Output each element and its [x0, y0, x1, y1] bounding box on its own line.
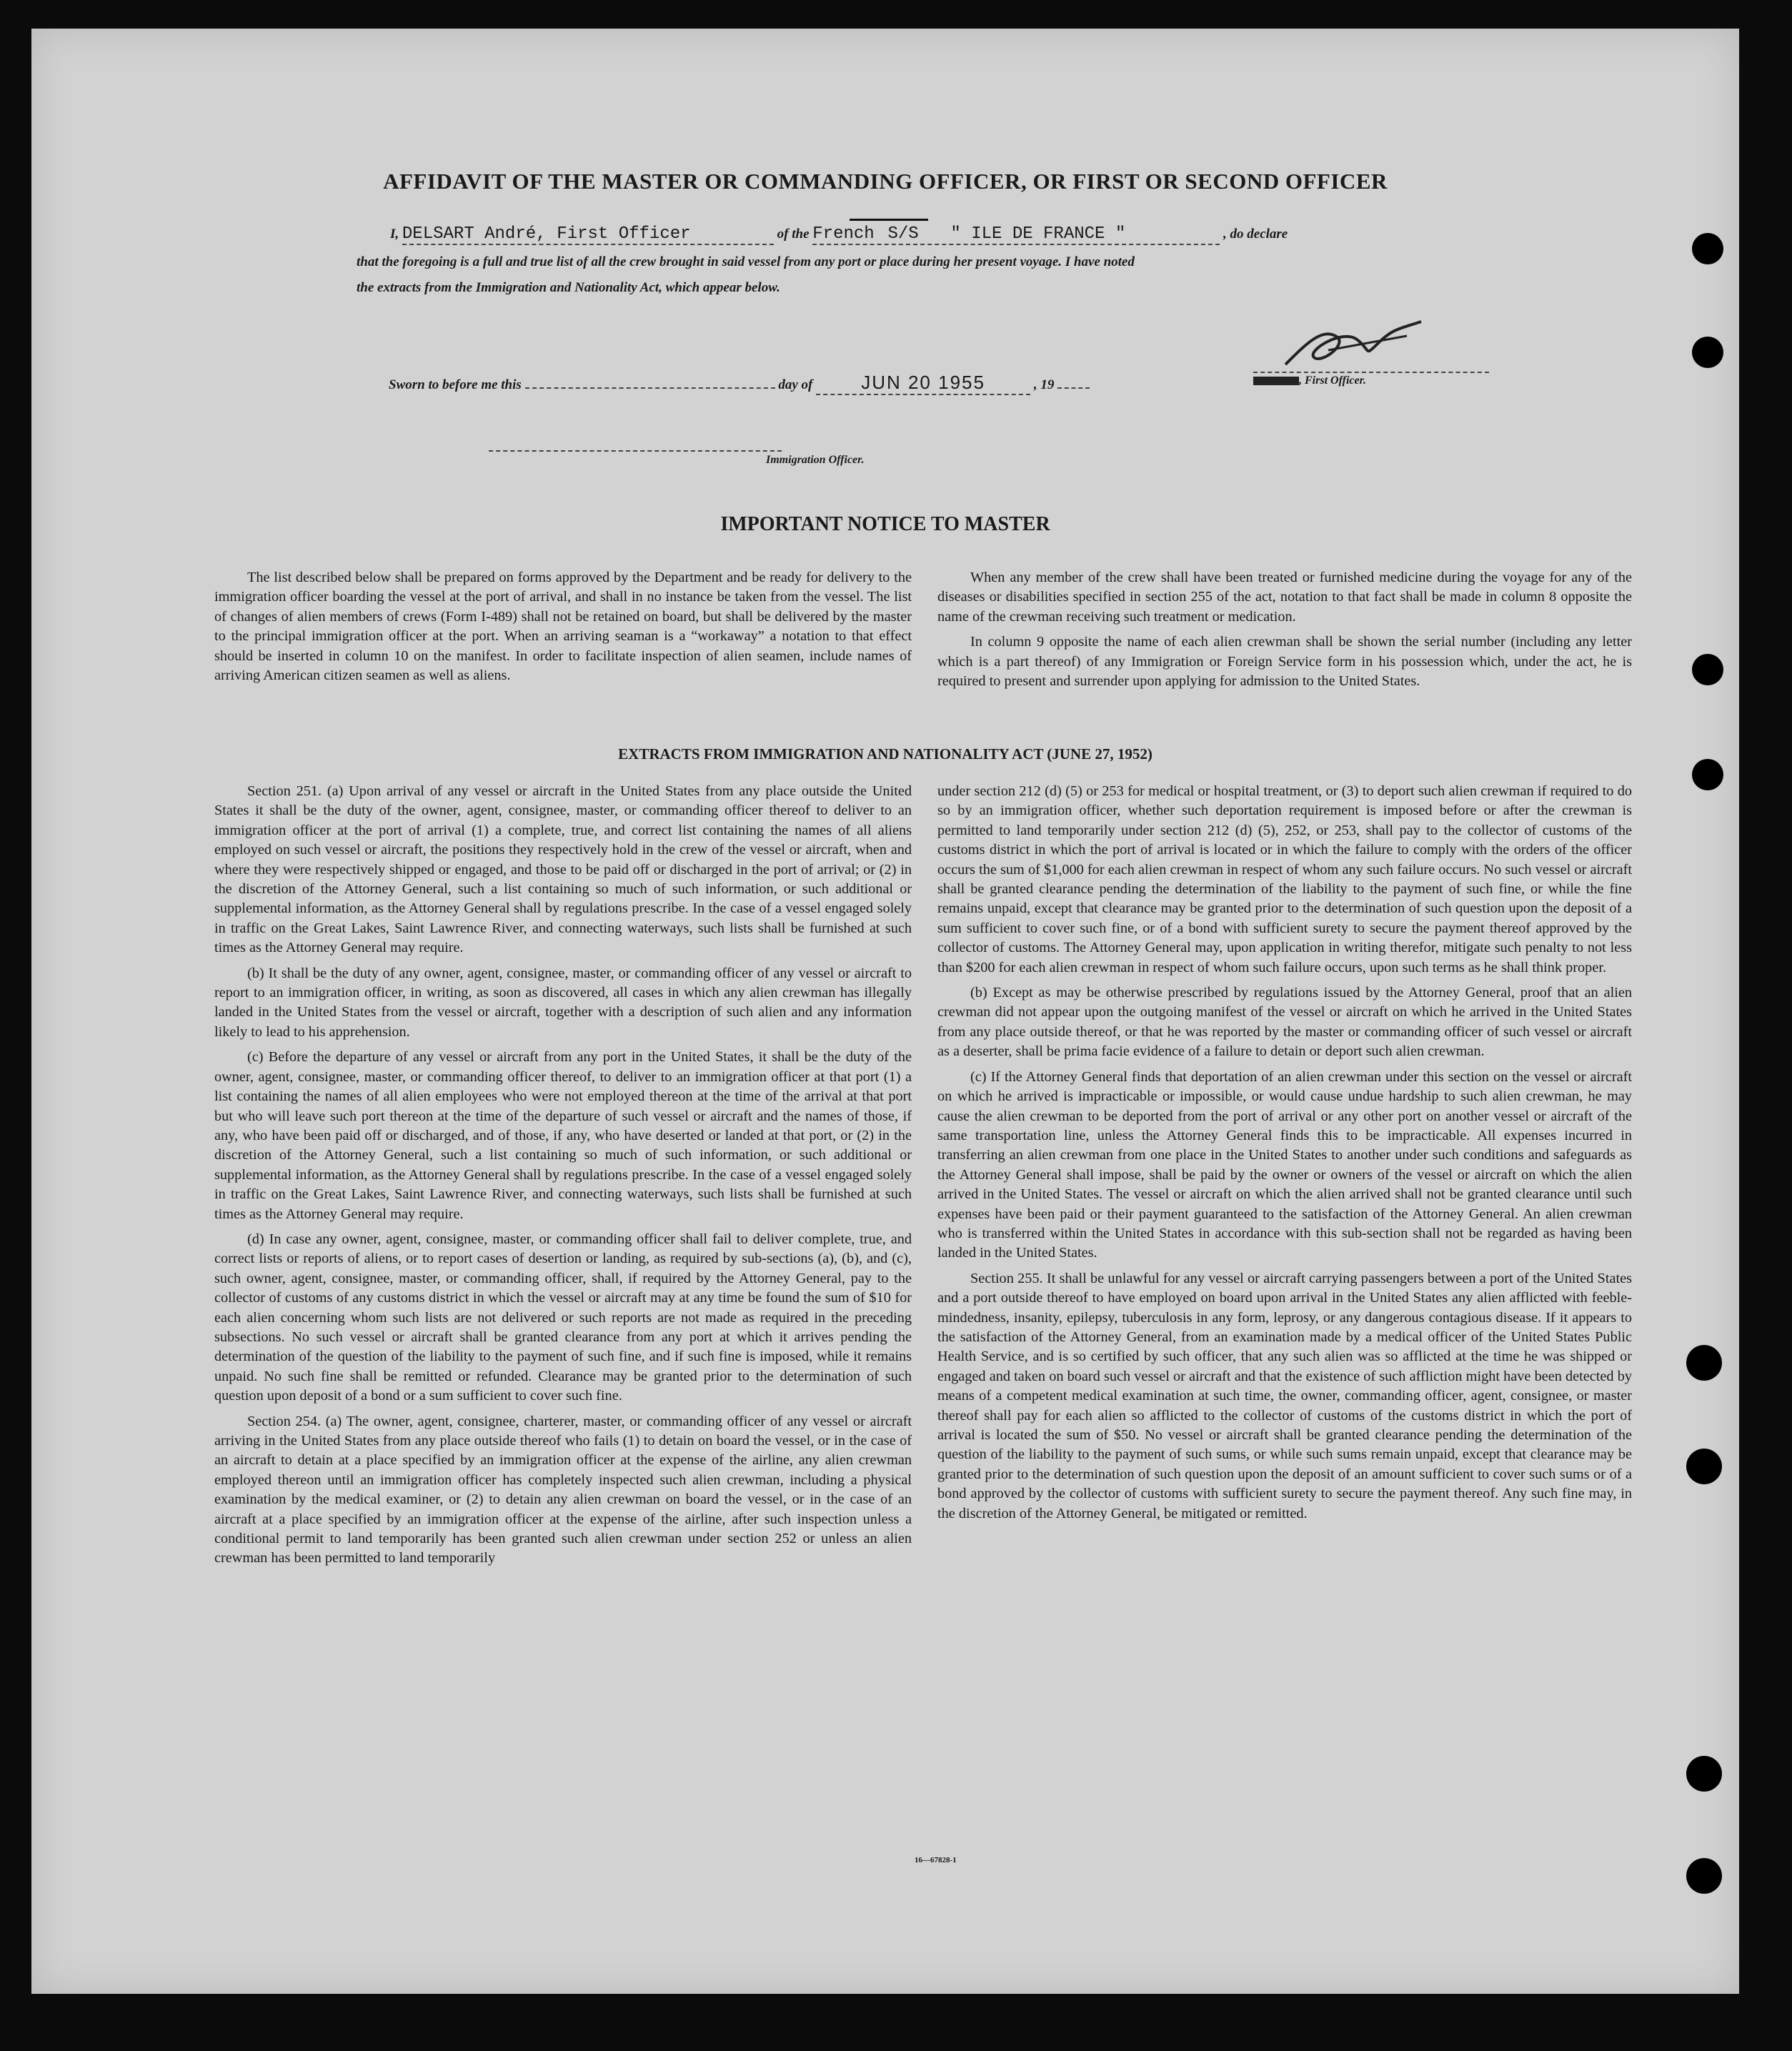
page-title: AFFIDAVIT OF THE MASTER OR COMMANDING OFFICER, OR FIRST OR SECOND OFFICER	[383, 169, 1388, 194]
extracts-right-column	[937, 782, 1632, 1529]
section-255: Section 255. It shall be unlawful for any vessel or aircraft carrying passengers between a port of the United States and a port outside thereof to have employed on board upon arrival in the United States any alien afflicted with feeble-mindedness, insanity, epilepsy, tuberculosis in any form, leprosy, or any dangerous contagious disease. If it appears to the satisfaction of the Attorney General, from an examination made by a medical officer of the United States Public Health Service, and is so certified by such officer, that any such alien was so afflicted at the time he was shipped or engaged and taken on board such vessel or aircraft and that the existence of such affliction might have been detected by means of a competent medical examination at such time, the owner, commanding officer, agent, consignee, or master thereof shall pay for each alien so afflicted to the collector of customs of the customs district in which the port of arrival is located the sum of $50. No vessel or aircraft shall be granted clearance pending the determination of the question of the liability to the payment of such sums, or while such sums remain unpaid, except that clearance may be granted prior to the determination of such question upon the deposit of an amount sufficient to cover such sums or of a bond approved by the collector of customs with sufficient surety to secure the payment thereof. Any such fine may, in the discretion of the Attorney General, be mitigated or remitted.	[937, 1270, 1632, 1521]
notice-left-column	[214, 568, 912, 691]
immigration-officer-line	[489, 450, 782, 452]
declaration-line-3: the extracts from the Immigration and Nationality Act, which appear below.	[357, 280, 780, 295]
binder-hole	[1692, 233, 1723, 264]
binder-hole	[1686, 1449, 1722, 1484]
section-251-c: (c) Before the departure of any vessel or aircraft from any port in the United States, it shall be the duty of the owner, agent, consignee, master, or commanding officer thereof, to deliver to an immigration officer at that port (1) a list containing the names of all alien employees who were not employed thereon at the time of the arrival at that port but who will leave such port thereon at the time of the departure of such vessel or aircraft and the names of those, if any, who have been paid off or discharged, and of those, if any, who have deserted or landed at that port, or (2) in the discretion of the Attorney General, such a list containing so much of such information, or such additional or supplemental information, as the Attorney General shall by regulations prescribe. In the case of a vessel engaged solely in traffic on the Great Lakes, Saint Lawrence River, and connecting waterways, such lists shall be furnished at such times as the Attorney General may require.	[214, 1049, 912, 1222]
notice-left-paragraph: The list described below shall be prepared on forms approved by the Department and be ready for delivery to the immigration officer boarding the vessel at the port of arrival, and shall in no instance be taken from the vessel. The list of changes of alien members of crews (Form I-489) shall not be retained on board, but shall be delivered by the master to the principal immigration officer at the port. When an arriving seaman is a “workaway” a notation to that effect should be inserted in column 10 on the manifest. In order to facilitate inspection of alien seamen, include names of arriving American citizen seamen as well as aliens.	[214, 570, 912, 684]
vessel-type: S/S	[887, 224, 919, 244]
signature-caption: , First Officer.	[1253, 374, 1366, 387]
officer-name: DELSART André,	[402, 224, 547, 244]
section-254-a-continued: under section 212 (d) (5) or 253 for medical or hospital treatment, or (3) to deport such alien crewman if required to do so by an immigration officer, whether such deportation requirement is imposed before or after the crewman is permitted to land temporarily under section 212 (d) (5), 252, or 253, shall pay to the collector of customs of the customs district in which the port of arrival is located or in which the failure to comply with the orders of the officer occurs the sum of $1,000 for each alien crewman in respect of whom any such failure occurs. No such vessel or aircraft shall be granted clearance pending the determination of the liability to the payment of such fine, or while the fine remains unpaid, except that clearance may be granted prior to the determination of such question upon the deposit of a sum sufficient to cover such fine, or of a bond with sufficient surety to secure the payment thereof approved by the collector of customs. The Attorney General may, upon application in writing therefor, mitigate such penalty to not less than $200 for each alien crewman in respect of whom such failure occurs, upon such terms as he shall think proper.	[937, 783, 1632, 975]
binder-hole	[1692, 337, 1723, 368]
section-254-b: (b) Except as may be otherwise prescribed by regulations issued by the Attorney General, proof that an alien crewman did not appear upon the outgoing manifest of the vessel or aircraft on which he arrived in the United States from any place outside thereof, or that he was reported by the master or commanding officer of such vessel or aircraft as a deserter, shall be prima facie evidence of a failure to detain or deport such alien crewman.	[937, 985, 1632, 1060]
do-declare-label: , do declare	[1223, 227, 1288, 242]
officer-rank: First Officer	[557, 224, 691, 244]
binder-hole	[1692, 759, 1723, 790]
date-stamp: JUN 20 1955	[861, 372, 985, 393]
title-underline	[850, 219, 928, 221]
day-of-label: day of	[778, 377, 813, 392]
officer-signature	[1278, 314, 1428, 372]
notice-heading: IMPORTANT NOTICE TO MASTER	[720, 513, 1050, 535]
vessel-name: " ILE DE FRANCE "	[950, 224, 1126, 244]
immigration-officer-caption: Immigration Officer.	[766, 454, 865, 466]
extracts-left-column	[214, 782, 912, 1574]
extracts-heading: EXTRACTS FROM IMMIGRATION AND NATIONALITY ACT (JUNE 27, 1952)	[618, 745, 1153, 763]
section-251-b: (b) It shall be the duty of any owner, agent, consignee, master, or commanding officer of any vessel or aircraft to report to an immigration officer, in writing, as soon as discovered, all cases in which any alien crewman has illegally landed in the United States from the vessel or aircraft, together with a description of such alien and any information likely to lead to his apprehension.	[214, 965, 912, 1040]
section-251-d: (d) In case any owner, agent, consignee, master, or commanding officer shall fail to deliver complete, true, and correct lists or reports of aliens, or to report cases of desertion or landing, as required by sub-sections (a), (b), and (c), such owner, agent, consignee, master, or commanding officer, shall, if required by the Attorney General, pay to the collector of customs of any customs district in which the vessel or aircraft may at any time be found the sum of $10 for each alien concerning whom such lists are not delivered or such reports are not made as required in the preceding subsections. No such vessel or aircraft shall be granted clearance from any port at which it arrives pending the determination of the question of the liability to the payment of such fine, and if such fine is imposed, while it remains unpaid. No such fine shall be remitted or refunded. Clearance may be granted prior to the determination of such question upon deposit of a bond or a sum sufficient to cover such fine.	[214, 1231, 912, 1404]
declaration-line-1	[390, 224, 1288, 245]
affidavit-page	[31, 29, 1739, 1994]
i-label: I,	[390, 227, 399, 242]
of-the-label: of the	[777, 227, 810, 242]
year-prefix: , 19	[1033, 377, 1055, 392]
binder-hole	[1686, 1756, 1722, 1792]
notice-right-column	[937, 568, 1632, 697]
binder-hole	[1686, 1858, 1722, 1894]
vessel-nationality: French	[812, 224, 875, 244]
sworn-line	[389, 372, 1090, 395]
notice-right-paragraph-2: In column 9 opposite the name of each alien crewman shall be shown the serial number (including any letter which is a part thereof) of any Immigration or Foreign Service form in his possession which, under the act, he is required to present and surrender upon applying for admission to the United States.	[937, 634, 1632, 690]
binder-hole	[1686, 1345, 1722, 1381]
binder-hole	[1692, 654, 1723, 685]
section-254-a: Section 254. (a) The owner, agent, consignee, charterer, master, or commanding officer of any vessel or aircraft arriving in the United States from any place outside thereof who fails (1) to detain on board the vessel, or in the case of an aircraft to detain at a place specified by an immigration officer at the expense of the airline, any alien crewman employed thereon until an immigration officer has completely inspected such alien crewman, including a physical examination by the medical examiner, or (2) to detain any alien crewman on board the vessel, or in the case of an aircraft at a place specified by an immigration officer at the expense of the airline, after such inspection unless a conditional permit to land temporarily has been granted such alien crewman under section 252 or unless an alien crewman has been permitted to land temporarily	[214, 1413, 912, 1566]
signature-line	[1253, 372, 1489, 373]
sworn-prefix: Sworn to before me this	[389, 377, 522, 392]
section-251-a: Section 251. (a) Upon arrival of any vessel or aircraft in the United States from any place outside the United States it shall be the duty of the owner, agent, consignee, master, or commanding officer thereof to deliver to an immigration officer at the port of arrival (1) a complete, true, and correct list containing the names of all aliens employed on such vessel or aircraft, the positions they respectively hold in the crew of the vessel or aircraft, when and where they were respectively shipped or engaged, and those to be paid off or discharged in the port of arrival; or (2) in the discretion of the Attorney General, such a list containing so much of such information, or such additional or supplemental information, as the Attorney General shall by regulations prescribe. In the case of a vessel engaged solely in traffic on the Great Lakes, Saint Lawrence River, and connecting waterways, such lists shall be furnished at such times as the Attorney General may require.	[214, 783, 912, 956]
section-254-c: (c) If the Attorney General finds that deportation of an alien crewman under this section on the vessel or aircraft on which he arrived is impracticable or impossible, or would cause undue hardship to such alien crewman, he may cause the alien crewman to be deported from the port of arrival or any other port on another vessel or aircraft of the same transportation line, unless the Attorney General finds this to be impracticable. All expenses incurred in transferring an alien crewman from one place in the United States to another under such conditions and safeguards as the Attorney General shall impose, shall be paid by the owner or owners of the vessel or aircraft on which the alien arrived in the United States. The vessel or aircraft on which the alien arrived shall not be granted clearance until such expenses have been paid or their payment guaranteed to the satisfaction of the Attorney General. An alien crewman who is transferred within the United States in accordance with this sub-section shall not be regarded as having been landed in the United States.	[937, 1068, 1632, 1261]
notice-right-paragraph-1: When any member of the crew shall have been treated or furnished medicine during the voyage for any of the diseases or disabilities specified in section 255 of the act, notation to that fact shall be made in column 8 opposite the name of the crewman receiving such treatment or medication.	[937, 570, 1632, 625]
form-code: 16—67828-1	[915, 1856, 957, 1864]
declaration-line-2: that the foregoing is a full and true list of all the crew brought in said vessel from any port or place during her present voyage. I have noted	[357, 254, 1135, 269]
